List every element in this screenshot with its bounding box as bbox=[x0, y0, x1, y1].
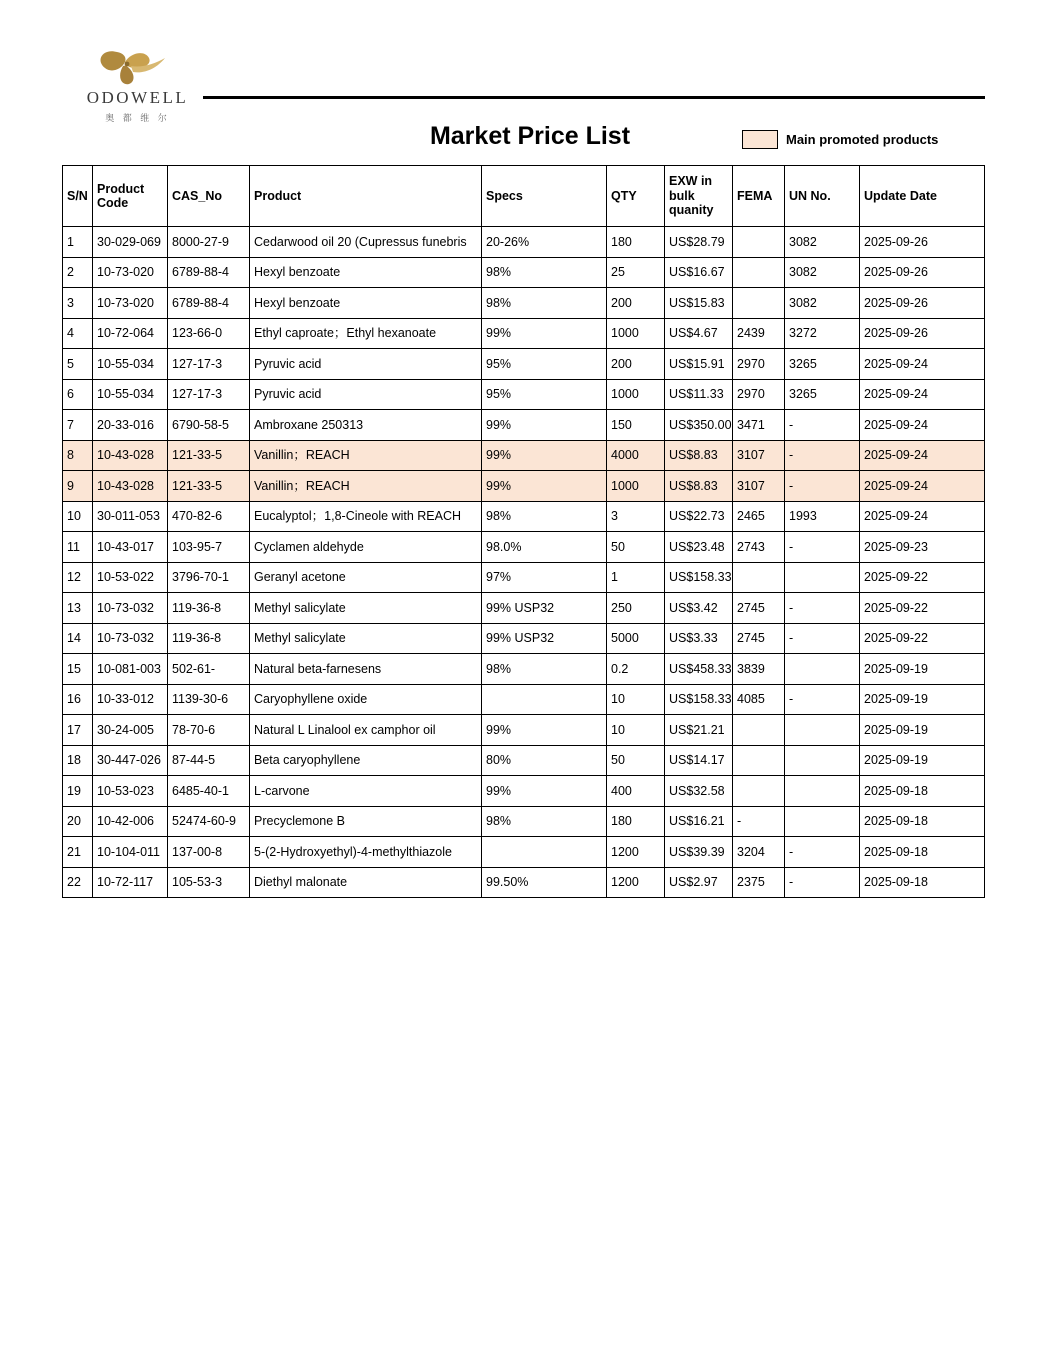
cell-update-date: 2025-09-24 bbox=[860, 379, 985, 410]
cell-qty: 200 bbox=[607, 349, 665, 380]
table-row bbox=[63, 349, 985, 380]
cell-product-code: 30-029-069 bbox=[93, 227, 168, 258]
cell-un-no: - bbox=[785, 410, 860, 441]
table-body bbox=[63, 227, 985, 898]
cell-exw-price: US$3.42 bbox=[665, 593, 733, 624]
cell-cas-no: 127-17-3 bbox=[168, 379, 250, 410]
cell-product-name: Ambroxane 250313 bbox=[250, 410, 482, 441]
cell-product-name: 5-(2-Hydroxyethyl)-4-methylthiazole bbox=[250, 837, 482, 868]
cell-fema: 2745 bbox=[733, 623, 785, 654]
cell-update-date: 2025-09-26 bbox=[860, 318, 985, 349]
cell-specs: 98.0% bbox=[482, 532, 607, 563]
table-row bbox=[63, 715, 985, 746]
cell-qty: 1200 bbox=[607, 867, 665, 898]
cell-cas-no: 119-36-8 bbox=[168, 623, 250, 654]
table-row bbox=[63, 684, 985, 715]
cell-sn: 9 bbox=[63, 471, 93, 502]
table-row bbox=[63, 227, 985, 258]
table-row bbox=[63, 654, 985, 685]
cell-specs: 97% bbox=[482, 562, 607, 593]
column-header-sn: S/N bbox=[63, 166, 93, 227]
column-header-specs: Specs bbox=[482, 166, 607, 227]
cell-un-no bbox=[785, 562, 860, 593]
cell-update-date: 2025-09-18 bbox=[860, 776, 985, 807]
cell-qty: 1000 bbox=[607, 318, 665, 349]
cell-product-name: Methyl salicylate bbox=[250, 593, 482, 624]
cell-sn: 13 bbox=[63, 593, 93, 624]
cell-specs: 99% USP32 bbox=[482, 593, 607, 624]
cell-specs: 99% USP32 bbox=[482, 623, 607, 654]
cell-product-name: Hexyl benzoate bbox=[250, 288, 482, 319]
cell-sn: 16 bbox=[63, 684, 93, 715]
cell-exw-price: US$28.79 bbox=[665, 227, 733, 258]
header-divider bbox=[203, 96, 985, 99]
cell-exw-price: US$8.83 bbox=[665, 471, 733, 502]
cell-specs: 98% bbox=[482, 654, 607, 685]
cell-update-date: 2025-09-24 bbox=[860, 349, 985, 380]
table-row bbox=[63, 532, 985, 563]
cell-sn: 17 bbox=[63, 715, 93, 746]
cell-un-no: 3265 bbox=[785, 379, 860, 410]
cell-sn: 18 bbox=[63, 745, 93, 776]
cell-qty: 200 bbox=[607, 288, 665, 319]
cell-exw-price: US$14.17 bbox=[665, 745, 733, 776]
table-row bbox=[63, 288, 985, 319]
cell-exw-price: US$350.00 bbox=[665, 410, 733, 441]
cell-product-code: 10-43-028 bbox=[93, 440, 168, 471]
cell-product-code: 30-24-005 bbox=[93, 715, 168, 746]
cell-product-name: Beta caryophyllene bbox=[250, 745, 482, 776]
cell-un-no: 1993 bbox=[785, 501, 860, 532]
cell-cas-no: 6485-40-1 bbox=[168, 776, 250, 807]
cell-update-date: 2025-09-24 bbox=[860, 440, 985, 471]
cell-fema: 2743 bbox=[733, 532, 785, 563]
cell-sn: 10 bbox=[63, 501, 93, 532]
column-header-date: Update Date bbox=[860, 166, 985, 227]
legend bbox=[742, 130, 938, 149]
cell-product-code: 10-73-032 bbox=[93, 593, 168, 624]
cell-un-no: - bbox=[785, 684, 860, 715]
cell-sn: 8 bbox=[63, 440, 93, 471]
brand-name: ODOWELL bbox=[86, 88, 189, 107]
cell-product-name: Pyruvic acid bbox=[250, 349, 482, 380]
table-row bbox=[63, 776, 985, 807]
cell-cas-no: 6790-58-5 bbox=[168, 410, 250, 441]
cell-specs: 98% bbox=[482, 501, 607, 532]
cell-un-no: - bbox=[785, 532, 860, 563]
cell-un-no bbox=[785, 715, 860, 746]
table-row bbox=[63, 318, 985, 349]
cell-fema bbox=[733, 257, 785, 288]
table-row bbox=[63, 410, 985, 441]
cell-product-name: Pyruvic acid bbox=[250, 379, 482, 410]
cell-product-name: Geranyl acetone bbox=[250, 562, 482, 593]
cell-sn: 6 bbox=[63, 379, 93, 410]
cell-cas-no: 87-44-5 bbox=[168, 745, 250, 776]
cell-specs: 99.50% bbox=[482, 867, 607, 898]
cell-fema: 3107 bbox=[733, 440, 785, 471]
cell-exw-price: US$2.97 bbox=[665, 867, 733, 898]
cell-sn: 14 bbox=[63, 623, 93, 654]
cell-cas-no: 6789-88-4 bbox=[168, 257, 250, 288]
legend-swatch bbox=[742, 130, 778, 149]
cell-un-no: - bbox=[785, 623, 860, 654]
table-row bbox=[63, 745, 985, 776]
cell-sn: 5 bbox=[63, 349, 93, 380]
cell-product-code: 10-104-011 bbox=[93, 837, 168, 868]
cell-product-name: Natural beta-farnesens bbox=[250, 654, 482, 685]
cell-cas-no: 103-95-7 bbox=[168, 532, 250, 563]
cell-product-code: 10-43-017 bbox=[93, 532, 168, 563]
cell-qty: 180 bbox=[607, 806, 665, 837]
cell-qty: 1 bbox=[607, 562, 665, 593]
table-row bbox=[63, 562, 985, 593]
cell-specs: 98% bbox=[482, 288, 607, 319]
cell-specs: 98% bbox=[482, 806, 607, 837]
cell-fema: 2465 bbox=[733, 501, 785, 532]
cell-cas-no: 119-36-8 bbox=[168, 593, 250, 624]
butterfly-logo-icon bbox=[83, 46, 193, 86]
cell-fema bbox=[733, 745, 785, 776]
brand-subtitle: 奥 都 维 尔 bbox=[105, 113, 170, 123]
cell-qty: 1000 bbox=[607, 379, 665, 410]
cell-product-code: 10-72-117 bbox=[93, 867, 168, 898]
cell-exw-price: US$16.21 bbox=[665, 806, 733, 837]
column-header-cas: CAS_No bbox=[168, 166, 250, 227]
cell-sn: 15 bbox=[63, 654, 93, 685]
cell-un-no: 3082 bbox=[785, 257, 860, 288]
cell-fema bbox=[733, 288, 785, 319]
cell-cas-no: 105-53-3 bbox=[168, 867, 250, 898]
cell-un-no: 3082 bbox=[785, 288, 860, 319]
price-table bbox=[62, 165, 985, 898]
table-row bbox=[63, 257, 985, 288]
cell-cas-no: 6789-88-4 bbox=[168, 288, 250, 319]
cell-un-no: 3272 bbox=[785, 318, 860, 349]
cell-qty: 25 bbox=[607, 257, 665, 288]
cell-fema: 2439 bbox=[733, 318, 785, 349]
document-header bbox=[60, 46, 985, 123]
cell-product-code: 30-447-026 bbox=[93, 745, 168, 776]
cell-product-name: Cyclamen aldehyde bbox=[250, 532, 482, 563]
cell-fema: 2970 bbox=[733, 349, 785, 380]
cell-sn: 19 bbox=[63, 776, 93, 807]
cell-specs: 99% bbox=[482, 715, 607, 746]
cell-fema bbox=[733, 562, 785, 593]
cell-product-code: 10-081-003 bbox=[93, 654, 168, 685]
cell-un-no: - bbox=[785, 593, 860, 624]
cell-un-no: - bbox=[785, 440, 860, 471]
cell-exw-price: US$458.33 bbox=[665, 654, 733, 685]
cell-update-date: 2025-09-26 bbox=[860, 288, 985, 319]
cell-product-name: Vanillin；REACH bbox=[250, 471, 482, 502]
cell-exw-price: US$4.67 bbox=[665, 318, 733, 349]
cell-specs: 99% bbox=[482, 318, 607, 349]
table-header-row bbox=[63, 166, 985, 227]
cell-qty: 10 bbox=[607, 715, 665, 746]
cell-cas-no: 3796-70-1 bbox=[168, 562, 250, 593]
cell-update-date: 2025-09-23 bbox=[860, 532, 985, 563]
cell-qty: 0.2 bbox=[607, 654, 665, 685]
cell-qty: 150 bbox=[607, 410, 665, 441]
cell-fema: 3471 bbox=[733, 410, 785, 441]
column-header-code: Product Code bbox=[93, 166, 168, 227]
table-row bbox=[63, 593, 985, 624]
cell-qty: 50 bbox=[607, 532, 665, 563]
cell-update-date: 2025-09-26 bbox=[860, 257, 985, 288]
column-header-un: UN No. bbox=[785, 166, 860, 227]
legend-label: Main promoted products bbox=[786, 132, 939, 147]
cell-product-name: Caryophyllene oxide bbox=[250, 684, 482, 715]
column-header-qty: QTY bbox=[607, 166, 665, 227]
cell-exw-price: US$22.73 bbox=[665, 501, 733, 532]
cell-cas-no: 1139-30-6 bbox=[168, 684, 250, 715]
cell-product-name: Hexyl benzoate bbox=[250, 257, 482, 288]
cell-exw-price: US$21.21 bbox=[665, 715, 733, 746]
cell-product-code: 10-42-006 bbox=[93, 806, 168, 837]
table-row bbox=[63, 471, 985, 502]
cell-specs: 99% bbox=[482, 471, 607, 502]
cell-cas-no: 121-33-5 bbox=[168, 471, 250, 502]
cell-product-name: L-carvone bbox=[250, 776, 482, 807]
cell-update-date: 2025-09-18 bbox=[860, 806, 985, 837]
cell-product-code: 10-55-034 bbox=[93, 379, 168, 410]
cell-fema bbox=[733, 227, 785, 258]
table-row bbox=[63, 837, 985, 868]
cell-product-code: 20-33-016 bbox=[93, 410, 168, 441]
cell-update-date: 2025-09-19 bbox=[860, 715, 985, 746]
cell-specs: 95% bbox=[482, 349, 607, 380]
cell-sn: 1 bbox=[63, 227, 93, 258]
cell-exw-price: US$23.48 bbox=[665, 532, 733, 563]
page-title: Market Price List bbox=[429, 122, 631, 150]
cell-product-name: Cedarwood oil 20 (Cupressus funebris bbox=[250, 227, 482, 258]
cell-qty: 10 bbox=[607, 684, 665, 715]
table-row bbox=[63, 806, 985, 837]
cell-exw-price: US$3.33 bbox=[665, 623, 733, 654]
cell-cas-no: 8000-27-9 bbox=[168, 227, 250, 258]
cell-un-no bbox=[785, 806, 860, 837]
cell-un-no: - bbox=[785, 837, 860, 868]
table-row bbox=[63, 440, 985, 471]
cell-qty: 5000 bbox=[607, 623, 665, 654]
cell-product-code: 10-73-032 bbox=[93, 623, 168, 654]
cell-update-date: 2025-09-22 bbox=[860, 562, 985, 593]
cell-qty: 1200 bbox=[607, 837, 665, 868]
price-table-container bbox=[62, 165, 984, 898]
column-header-product: Product bbox=[250, 166, 482, 227]
cell-exw-price: US$15.91 bbox=[665, 349, 733, 380]
cell-specs bbox=[482, 684, 607, 715]
cell-qty: 4000 bbox=[607, 440, 665, 471]
cell-cas-no: 470-82-6 bbox=[168, 501, 250, 532]
cell-product-name: Diethyl malonate bbox=[250, 867, 482, 898]
table-row bbox=[63, 379, 985, 410]
cell-un-no bbox=[785, 745, 860, 776]
cell-exw-price: US$32.58 bbox=[665, 776, 733, 807]
table-row bbox=[63, 501, 985, 532]
cell-product-code: 10-53-022 bbox=[93, 562, 168, 593]
cell-un-no bbox=[785, 654, 860, 685]
cell-product-name: Precyclemone B bbox=[250, 806, 482, 837]
cell-sn: 7 bbox=[63, 410, 93, 441]
cell-fema bbox=[733, 715, 785, 746]
cell-un-no: 3082 bbox=[785, 227, 860, 258]
cell-product-code: 10-55-034 bbox=[93, 349, 168, 380]
cell-sn: 4 bbox=[63, 318, 93, 349]
cell-update-date: 2025-09-24 bbox=[860, 410, 985, 441]
cell-cas-no: 78-70-6 bbox=[168, 715, 250, 746]
cell-exw-price: US$11.33 bbox=[665, 379, 733, 410]
cell-qty: 400 bbox=[607, 776, 665, 807]
cell-product-code: 10-53-023 bbox=[93, 776, 168, 807]
cell-specs: 99% bbox=[482, 776, 607, 807]
cell-qty: 3 bbox=[607, 501, 665, 532]
cell-exw-price: US$15.83 bbox=[665, 288, 733, 319]
cell-un-no: - bbox=[785, 471, 860, 502]
cell-product-name: Methyl salicylate bbox=[250, 623, 482, 654]
column-header-exw: EXW in bulk quanity bbox=[665, 166, 733, 227]
table-row bbox=[63, 623, 985, 654]
cell-sn: 11 bbox=[63, 532, 93, 563]
cell-update-date: 2025-09-22 bbox=[860, 623, 985, 654]
cell-cas-no: 121-33-5 bbox=[168, 440, 250, 471]
cell-product-code: 30-011-053 bbox=[93, 501, 168, 532]
cell-specs: 99% bbox=[482, 410, 607, 441]
cell-sn: 2 bbox=[63, 257, 93, 288]
cell-qty: 250 bbox=[607, 593, 665, 624]
brand-logo bbox=[70, 46, 205, 123]
cell-product-code: 10-43-028 bbox=[93, 471, 168, 502]
cell-update-date: 2025-09-19 bbox=[860, 745, 985, 776]
cell-qty: 1000 bbox=[607, 471, 665, 502]
cell-qty: 50 bbox=[607, 745, 665, 776]
cell-cas-no: 502-61- bbox=[168, 654, 250, 685]
cell-update-date: 2025-09-26 bbox=[860, 227, 985, 258]
cell-fema: - bbox=[733, 806, 785, 837]
cell-exw-price: US$158.33 bbox=[665, 684, 733, 715]
cell-update-date: 2025-09-18 bbox=[860, 837, 985, 868]
cell-un-no: 3265 bbox=[785, 349, 860, 380]
cell-product-code: 10-73-020 bbox=[93, 257, 168, 288]
cell-product-code: 10-73-020 bbox=[93, 288, 168, 319]
cell-specs: 99% bbox=[482, 440, 607, 471]
cell-exw-price: US$39.39 bbox=[665, 837, 733, 868]
cell-sn: 21 bbox=[63, 837, 93, 868]
cell-fema: 3839 bbox=[733, 654, 785, 685]
cell-sn: 3 bbox=[63, 288, 93, 319]
cell-cas-no: 52474-60-9 bbox=[168, 806, 250, 837]
cell-specs: 20-26% bbox=[482, 227, 607, 258]
cell-specs: 80% bbox=[482, 745, 607, 776]
cell-exw-price: US$16.67 bbox=[665, 257, 733, 288]
cell-fema: 2375 bbox=[733, 867, 785, 898]
cell-cas-no: 127-17-3 bbox=[168, 349, 250, 380]
cell-update-date: 2025-09-19 bbox=[860, 684, 985, 715]
cell-update-date: 2025-09-22 bbox=[860, 593, 985, 624]
cell-sn: 22 bbox=[63, 867, 93, 898]
cell-un-no: - bbox=[785, 867, 860, 898]
cell-fema: 2970 bbox=[733, 379, 785, 410]
cell-update-date: 2025-09-18 bbox=[860, 867, 985, 898]
cell-product-code: 10-33-012 bbox=[93, 684, 168, 715]
cell-specs: 98% bbox=[482, 257, 607, 288]
cell-cas-no: 137-00-8 bbox=[168, 837, 250, 868]
cell-specs bbox=[482, 837, 607, 868]
cell-update-date: 2025-09-19 bbox=[860, 654, 985, 685]
cell-qty: 180 bbox=[607, 227, 665, 258]
cell-cas-no: 123-66-0 bbox=[168, 318, 250, 349]
cell-fema: 3204 bbox=[733, 837, 785, 868]
cell-product-name: Vanillin；REACH bbox=[250, 440, 482, 471]
cell-fema: 2745 bbox=[733, 593, 785, 624]
cell-exw-price: US$8.83 bbox=[665, 440, 733, 471]
cell-product-name: Ethyl caproate；Ethyl hexanoate bbox=[250, 318, 482, 349]
cell-fema bbox=[733, 776, 785, 807]
cell-update-date: 2025-09-24 bbox=[860, 471, 985, 502]
cell-update-date: 2025-09-24 bbox=[860, 501, 985, 532]
table-row bbox=[63, 867, 985, 898]
cell-exw-price: US$158.33 bbox=[665, 562, 733, 593]
cell-fema: 4085 bbox=[733, 684, 785, 715]
column-header-fema: FEMA bbox=[733, 166, 785, 227]
cell-fema: 3107 bbox=[733, 471, 785, 502]
cell-specs: 95% bbox=[482, 379, 607, 410]
cell-sn: 20 bbox=[63, 806, 93, 837]
cell-product-code: 10-72-064 bbox=[93, 318, 168, 349]
cell-product-name: Natural L Linalool ex camphor oil bbox=[250, 715, 482, 746]
cell-sn: 12 bbox=[63, 562, 93, 593]
cell-un-no bbox=[785, 776, 860, 807]
cell-product-name: Eucalyptol；1,8-Cineole with REACH bbox=[250, 501, 482, 532]
